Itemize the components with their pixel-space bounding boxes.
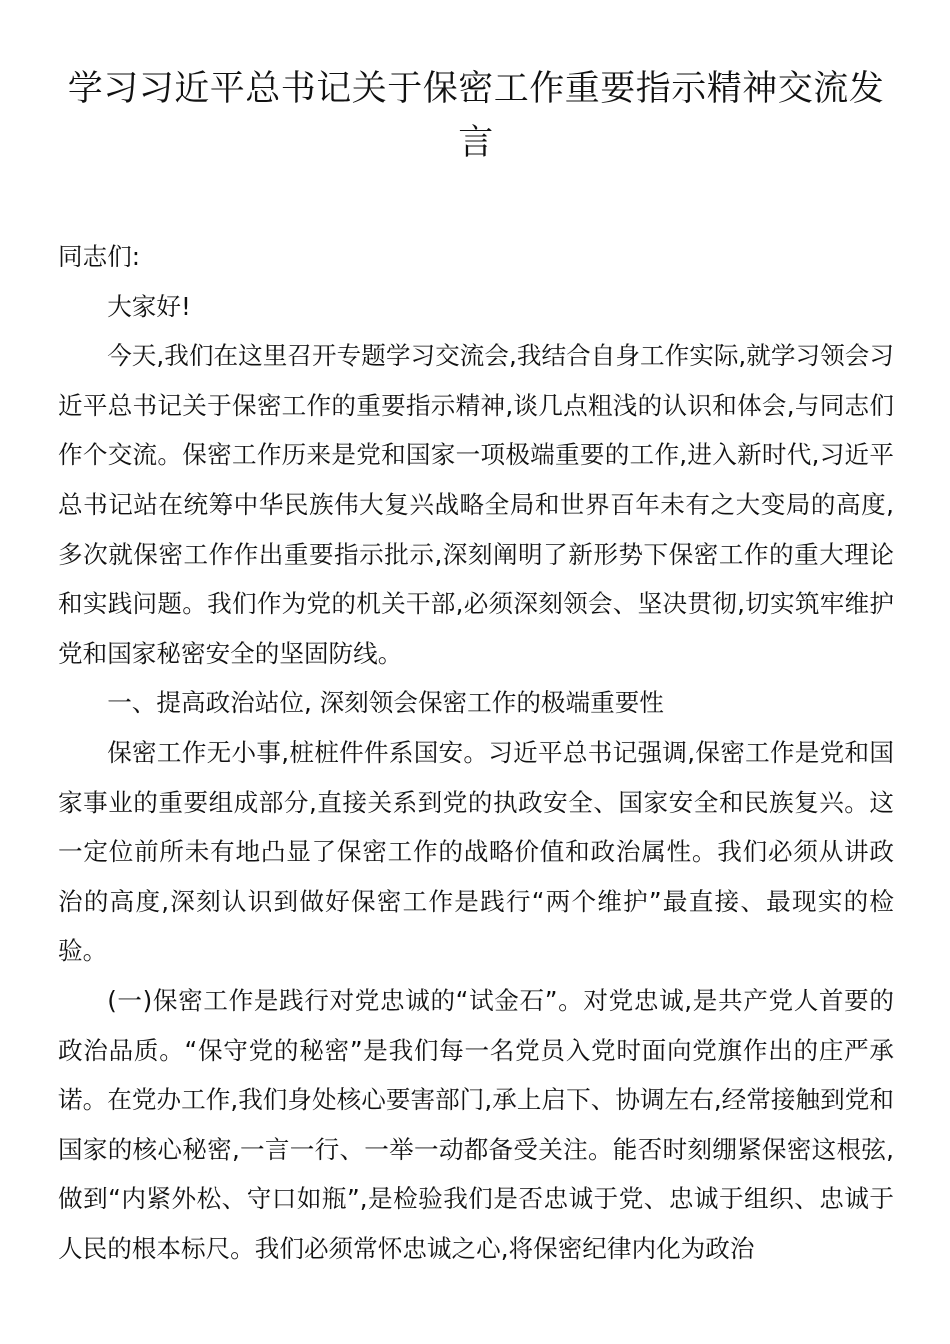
paragraph-subsection-1: (一)保密工作是践行对党忠诚的“试金石”。对党忠诚,是共产党人首要的政治品质。“保守党的秘密”是我们每一名党员入党时面向党旗作出的庄严承诺。在党办工作,我们身处核心要害部门,承上启下、协调左右,经常接触到党和国家的核心秘密,一言一行、一举一动都备受关注。能否时刻绷紧保密这根弦,做到“内紧外松、守口如瓶”,是检验我们是否忠诚于党、忠诚于组织、忠诚于人民的根本标尺。我们必须常怀忠诚之心,将保密纪律内化为政治 xyxy=(58,985,894,1263)
paragraph-intro: 今天,我们在这里召开专题学习交流会,我结合自身工作实际,就学习领会习近平总书记关于保密工作的重要指示精神,谈几点粗浅的认识和体会,与同志们作个交流。保密工作历来是党和国家一项极端重要的工作,进入新时代,习近平总书记站在统筹中华民族伟大复兴战略全局和世界百年未有之大变局的高度,多次就保密工作作出重要指示批示,深刻阐明了新形势下保密工作的重大理论和实践问题。我们作为党的机关干部,必须深刻领会、坚决贯彻,切实筑牢维护党和国家秘密安全的坚固防线。 xyxy=(58,341,894,668)
document-body xyxy=(58,232,894,1273)
paragraph-section-1: 保密工作无小事,桩桩件件系国安。习近平总书记强调,保密工作是党和国家事业的重要组成部分,直接关系到党的执政安全、国家安全和民族复兴。这一定位前所未有地凸显了保密工作的战略价值和政治属性。我们必须从讲政治的高度,深刻认识到做好保密工作是践行“两个维护”最直接、最现实的检验。 xyxy=(58,737,894,966)
section-heading-1: 一、提高政治站位, 深刻领会保密工作的极端重要性 xyxy=(107,688,664,718)
salutation: 同志们: xyxy=(58,242,141,271)
document-title: 学习习近平总书记关于保密工作重要指示精神交流发言 xyxy=(67,69,885,163)
greeting: 大家好! xyxy=(107,291,191,321)
document-page xyxy=(58,62,894,1273)
